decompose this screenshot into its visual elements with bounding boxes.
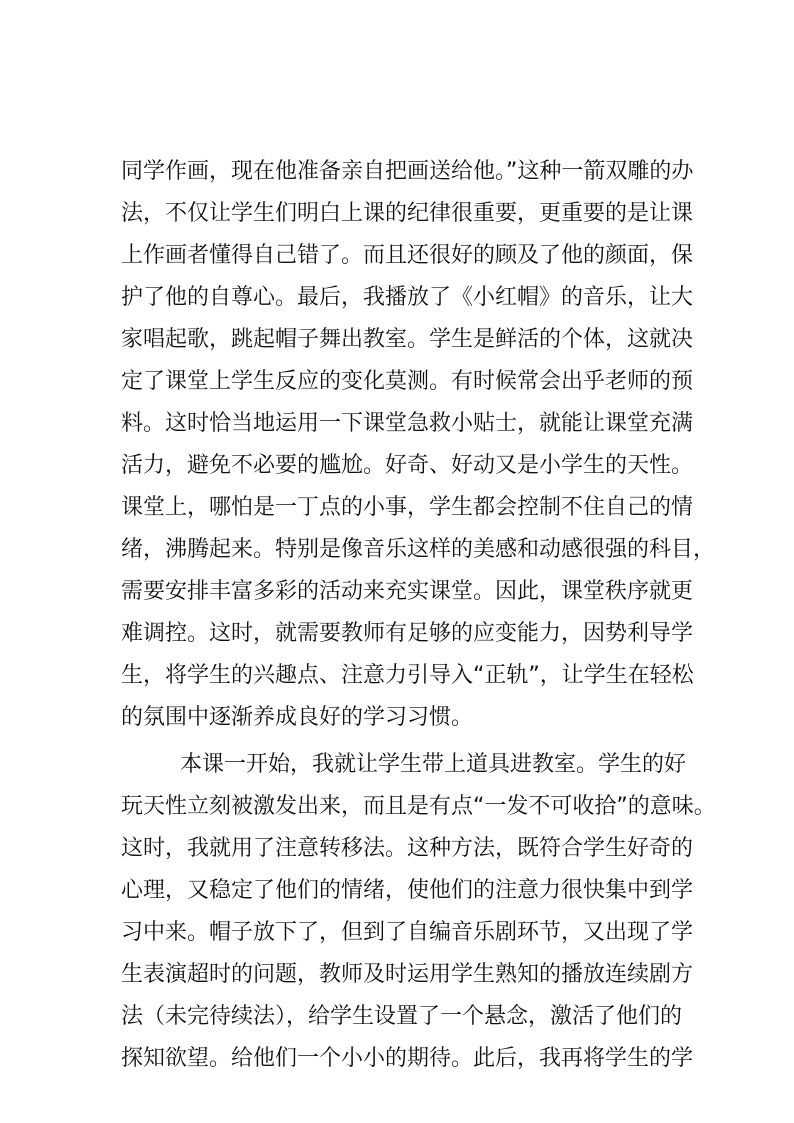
text-line: 活力，避免不必要的尴尬。好奇、好动又是小学生的天性。: [121, 453, 694, 478]
text-line: 这时，我就用了注意转移法。这种方法，既符合学生好奇的: [121, 836, 694, 861]
text-line: 料。这时恰当地运用一下课堂急救小贴士，就能让课堂充满: [121, 411, 694, 436]
text-line: 上作画者懂得自己错了。而且还很好的顾及了他的颜面，保: [121, 243, 694, 268]
text-line: 定了课堂上学生反应的变化莫测。有时候常会出乎老师的预: [121, 369, 694, 394]
text-line: 心理，又稳定了他们的情绪，使他们的注意力很快集中到学: [121, 878, 694, 903]
text-line: 的氛围中逐渐养成良好的学习习惯。: [121, 705, 474, 730]
text-line: 课堂上，哪怕是一丁点的小事，学生都会控制不住自己的情: [121, 495, 694, 520]
text-line: 法，不仅让学生们明白上课的纪律很重要，更重要的是让课: [121, 201, 694, 226]
text-line: 习中来。帽子放下了，但到了自编音乐剧环节，又出现了学: [121, 920, 694, 945]
text-line: 探知欲望。给他们一个小小的期待。此后，我再将学生的学: [121, 1046, 694, 1071]
text-line: 需要安排丰富多彩的活动来充实课堂。因此，课堂秩序就更: [121, 579, 694, 604]
text-line: 同学作画，现在他准备亲自把画送给他。”这种一箭双雕的办: [121, 159, 694, 184]
text-line: 生，将学生的兴趣点、注意力引导入“正轨”，让学生在轻松: [121, 663, 694, 688]
text-line: 难调控。这时，就需要教师有足够的应变能力，因势利导学: [121, 621, 694, 646]
text-line: 家唱起歌，跳起帽子舞出教室。学生是鲜活的个体，这就决: [121, 327, 694, 352]
text-line: 护了他的自尊心。最后，我播放了《小红帽》的音乐，让大: [121, 285, 694, 310]
text-line: 法（未完待续法），给学生设置了一个悬念，激活了他们的: [121, 1004, 683, 1029]
text-line: 本课一开始，我就让学生带上道具进教室。学生的好: [180, 752, 687, 777]
text-line: 绪，沸腾起来。特别是像音乐这样的美感和动感很强的科目，: [121, 537, 716, 562]
text-line: 玩天性立刻被激发出来，而且是有点“一发不可收拾”的意味。: [121, 794, 716, 819]
text-line: 生表演超时的问题，教师及时运用学生熟知的播放连续剧方: [121, 962, 694, 987]
